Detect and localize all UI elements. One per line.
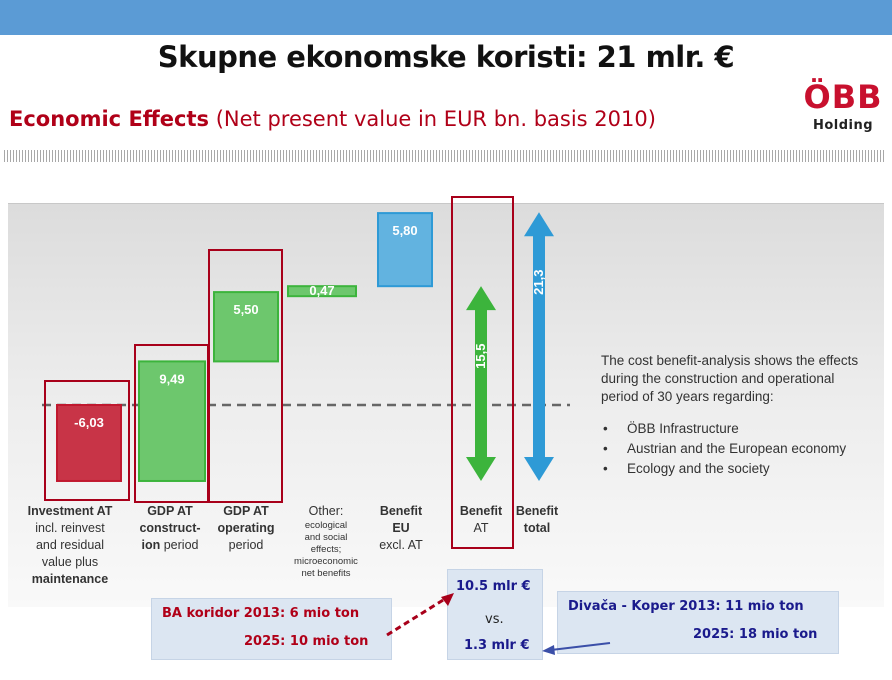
- cat-line: and social: [304, 532, 348, 543]
- category-label-gdp-operating: [208, 503, 284, 554]
- cat-line: excl. AT: [379, 538, 423, 552]
- arrow-shaft-5: [475, 308, 487, 459]
- cat-line: GDP AT: [147, 504, 193, 518]
- callout-line: BA koridor 2013: 6 mio ton: [162, 606, 360, 621]
- analysis-description: [601, 352, 861, 480]
- subtitle-bold: Economic Effects: [9, 107, 210, 131]
- cat-line: Other:: [308, 504, 344, 518]
- category-label-benefit-eu: [368, 503, 434, 554]
- ba-corridor-callout: [151, 598, 392, 660]
- bullet-item: • Ecology and the society: [601, 460, 861, 478]
- category-label-benefit-at: [450, 503, 512, 537]
- arrow-head-bottom-6: [524, 457, 554, 481]
- bullet-item: • Austrian and the European economy: [601, 440, 861, 458]
- callout-line: 2025: 10 mio ton: [244, 634, 369, 649]
- arrow-head-top-6: [524, 212, 554, 236]
- category-label-investment: [14, 503, 126, 588]
- bullet-item: • ÖBB Infrastructure: [601, 420, 861, 438]
- data-label-1: 9,49: [159, 371, 185, 387]
- cat-line: and residual: [35, 538, 105, 552]
- slide-title: Skupne ekonomske koristi: 21 mlr. €: [157, 40, 735, 74]
- divaca-koper-callout: [557, 591, 839, 654]
- cat-line: [130, 537, 210, 554]
- cat-line-rest: period: [160, 538, 199, 552]
- data-label-5: 15,5: [473, 343, 488, 369]
- cat-line: Benefit: [459, 504, 503, 518]
- logo-mark: ÖBB: [803, 78, 883, 116]
- highlight-frame-gdp-operating: [209, 250, 282, 502]
- cat-line: total: [523, 521, 551, 535]
- arrow-head-bottom-5: [466, 457, 496, 481]
- cat-line: GDP AT: [223, 504, 269, 518]
- arrow-head-top-5: [466, 286, 496, 310]
- comparison-callout: [447, 569, 543, 660]
- data-label-2: 5,50: [233, 302, 259, 318]
- data-label-3: 0,47: [309, 283, 335, 299]
- cat-line: effects;: [310, 544, 342, 555]
- category-label-benefit-total: [509, 503, 565, 537]
- description-bullets: [601, 420, 861, 478]
- cat-line: Benefit: [515, 504, 559, 518]
- callout-line: Divača - Koper 2013: 11 mio ton: [568, 599, 804, 614]
- data-label-0: -6,03: [74, 415, 104, 430]
- category-label-gdp-construction: [130, 503, 210, 554]
- cat-line: operating: [217, 521, 275, 535]
- cat-line: AT: [473, 521, 489, 535]
- cat-line: Benefit: [379, 504, 423, 518]
- cat-line: maintenance: [31, 572, 109, 586]
- cat-line: construct-: [139, 521, 201, 535]
- callout-line: 1.3 mlr €: [464, 638, 530, 653]
- callout-line: 2025: 18 mio ton: [693, 627, 818, 642]
- category-label-other: [283, 503, 369, 580]
- cat-line: microeconomic: [294, 556, 358, 567]
- arrow-shaft-6: [533, 234, 545, 459]
- cat-line: ecological: [304, 520, 348, 531]
- data-label-6: 21,3: [531, 269, 546, 295]
- cat-line: incl. reinvest: [35, 521, 105, 535]
- cat-line: value plus: [41, 555, 99, 569]
- cat-line: EU: [392, 521, 410, 535]
- logo-subtext: Holding: [812, 118, 874, 133]
- data-label-4: 5,80: [392, 223, 418, 239]
- cat-line-bold: ion: [141, 538, 161, 552]
- callout-line: vs.: [485, 612, 504, 627]
- subtitle-rest: (Net present value in EUR bn. basis 2010): [209, 107, 656, 131]
- cat-line: net benefits: [301, 568, 351, 579]
- cat-line: period: [228, 538, 264, 552]
- description-text: The cost benefit-analysis shows the effects during the construction and operational period of 30 years regarding:: [601, 353, 859, 404]
- callout-line: 10.5 mlr €: [456, 579, 531, 594]
- cat-line: Investment AT: [27, 504, 113, 518]
